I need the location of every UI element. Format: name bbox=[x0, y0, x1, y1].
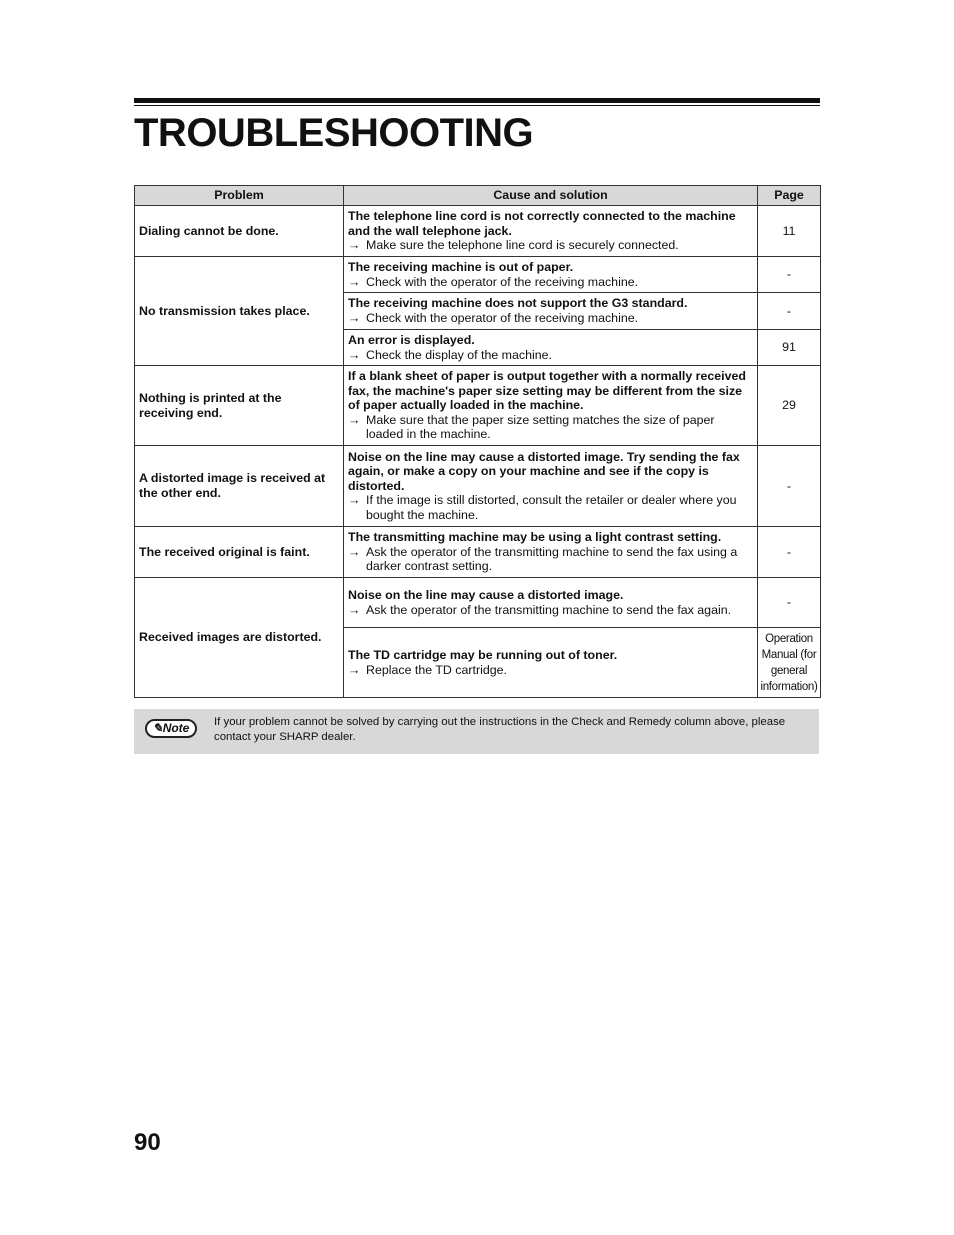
solution-text: Make sure that the paper size setting matches the size of paper loaded in the machine. bbox=[366, 412, 715, 442]
solution-text: Replace the TD cartridge. bbox=[366, 662, 507, 677]
solution-line bbox=[348, 545, 753, 574]
page-cell: 29 bbox=[758, 366, 821, 446]
cause-text: The transmitting machine may be using a light contrast setting. bbox=[348, 530, 722, 545]
solution-line bbox=[348, 413, 753, 442]
solution-text: Ask the operator of the transmitting machine to send the fax again. bbox=[366, 602, 732, 617]
arrow-icon: → bbox=[348, 602, 361, 617]
table-row bbox=[135, 206, 821, 257]
solution-line bbox=[348, 311, 753, 326]
cause-text: Noise on the line may cause a distorted image. Try sending the fax again, or make a copy on your machine and see if the copy is distorted. bbox=[348, 449, 740, 493]
solution-text: Ask the operator of the transmitting machine to send the fax using a darker contrast setting. bbox=[366, 544, 738, 574]
note-text: If your problem cannot be solved by carrying out the instructions in the Check and Remedy column above, please contact your SHARP dealer. bbox=[214, 716, 786, 743]
title-rule-thin bbox=[134, 105, 820, 106]
header-cause: Cause and solution bbox=[344, 186, 758, 206]
solution-text: Check with the operator of the receiving machine. bbox=[366, 311, 639, 325]
arrow-icon: → bbox=[348, 412, 361, 427]
page-cell: - bbox=[758, 257, 821, 293]
page-cell: - bbox=[758, 446, 821, 527]
pencil-icon: ✎ bbox=[152, 721, 163, 735]
solution-line bbox=[348, 663, 753, 678]
arrow-icon: → bbox=[348, 544, 361, 559]
solution-line bbox=[348, 493, 753, 522]
problem-cell: Dialing cannot be done. bbox=[135, 206, 344, 257]
cause-cell bbox=[344, 293, 758, 330]
page-cell: - bbox=[758, 578, 821, 628]
cause-text: The receiving machine does not support the G3 standard. bbox=[348, 296, 688, 311]
page-cell: - bbox=[758, 293, 821, 330]
cause-text: The receiving machine is out of paper. bbox=[348, 259, 574, 274]
solution-text: If the image is still distorted, consult the retailer or dealer where you bought the machine. bbox=[366, 493, 737, 522]
cause-cell bbox=[344, 527, 758, 578]
troubleshooting-table bbox=[134, 185, 821, 698]
cause-text: The telephone line cord is not correctly connected to the machine and the wall telephone jack. bbox=[348, 209, 736, 238]
note-label: Note bbox=[162, 721, 190, 735]
arrow-icon: → bbox=[348, 274, 361, 289]
arrow-icon: → bbox=[348, 238, 361, 253]
table-row bbox=[135, 446, 821, 527]
arrow-icon: → bbox=[348, 493, 361, 508]
cause-text: If a blank sheet of paper is output together with a normally received fax, the machine's paper size setting may be different from the size of paper actually loaded in the machine. bbox=[348, 369, 746, 413]
solution-line bbox=[348, 348, 753, 363]
cause-cell bbox=[344, 628, 758, 698]
arrow-icon: → bbox=[348, 347, 361, 362]
note-badge bbox=[145, 719, 197, 738]
solution-line bbox=[348, 238, 753, 253]
page-cell: 91 bbox=[758, 330, 821, 366]
solution-text: Make sure the telephone line cord is securely connected. bbox=[366, 238, 679, 253]
problem-cell: Nothing is printed at the receiving end. bbox=[135, 366, 344, 446]
arrow-icon: → bbox=[348, 311, 361, 325]
solution-line bbox=[348, 603, 753, 618]
table-row bbox=[135, 366, 821, 446]
cause-cell bbox=[344, 446, 758, 527]
note-box bbox=[134, 709, 819, 754]
problem-cell: A distorted image is received at the other end. bbox=[135, 446, 344, 527]
header-problem: Problem bbox=[135, 186, 344, 206]
cause-cell bbox=[344, 578, 758, 628]
table-row bbox=[135, 257, 821, 293]
solution-line bbox=[348, 275, 753, 290]
page-cell: - bbox=[758, 527, 821, 578]
cause-text: An error is displayed. bbox=[348, 332, 475, 347]
solution-text: Check the display of the machine. bbox=[366, 347, 552, 362]
table-row bbox=[135, 578, 821, 628]
page-cell: Operation Manual (for general information) bbox=[758, 628, 821, 698]
cause-text: The TD cartridge may be running out of toner. bbox=[348, 647, 618, 662]
cause-cell bbox=[344, 366, 758, 446]
problem-cell: The received original is faint. bbox=[135, 527, 344, 578]
cause-text: Noise on the line may cause a distorted image. bbox=[348, 587, 624, 602]
problem-cell: Received images are distorted. bbox=[135, 578, 344, 698]
arrow-icon: → bbox=[348, 662, 361, 677]
page-number: 90 bbox=[134, 1129, 161, 1156]
solution-text: Check with the operator of the receiving machine. bbox=[366, 274, 639, 289]
page-cell: 11 bbox=[758, 206, 821, 257]
title-rule-thick bbox=[134, 98, 820, 103]
page-title: TROUBLESHOOTING bbox=[134, 111, 534, 155]
cause-cell bbox=[344, 257, 758, 293]
cause-cell bbox=[344, 330, 758, 366]
header-page: Page bbox=[758, 186, 821, 206]
table-header-row bbox=[135, 186, 821, 206]
problem-cell: No transmission takes place. bbox=[135, 257, 344, 366]
table-row bbox=[135, 527, 821, 578]
cause-cell bbox=[344, 206, 758, 257]
